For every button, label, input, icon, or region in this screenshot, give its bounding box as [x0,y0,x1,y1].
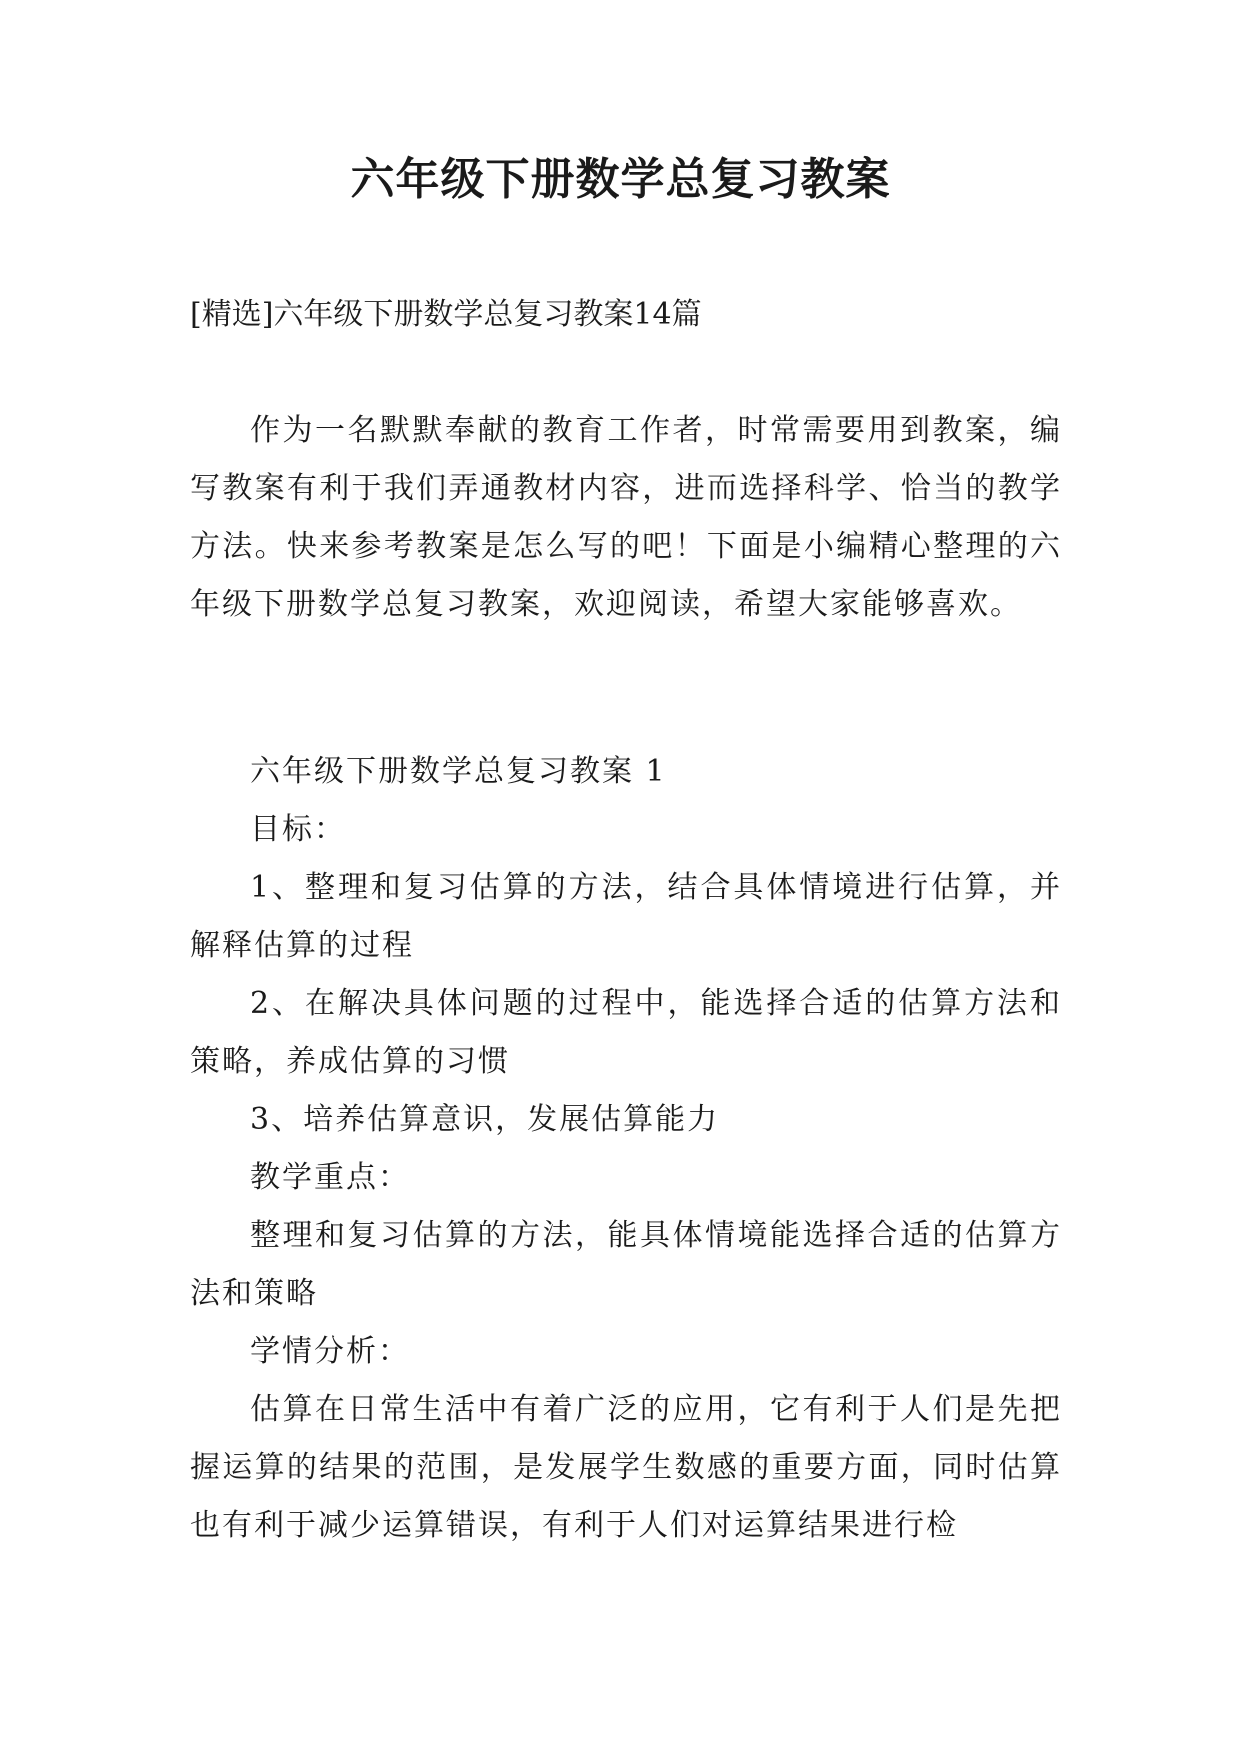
body-section [190,743,1062,1555]
analysis-label: 学情分析： [250,1334,410,1369]
objective-item-1: 1、整理和复习估算的方法，结合具体情境进行估算，并解释估算的过程 [190,870,1062,963]
document-subtitle: [精选]六年级下册数学总复习教案14篇 [190,297,702,332]
key-points-label: 教学重点： [250,1160,410,1195]
key-points-text: 整理和复习估算的方法，能具体情境能选择合适的估算方法和策略 [190,1218,1062,1311]
intro-section [190,402,1062,634]
section-heading: 六年级下册数学总复习教案 1 [250,754,667,789]
document-title: 六年级下册数学总复习教案 [350,154,891,205]
objective-item-3: 3、培养估算意识，发展估算能力 [250,1102,720,1137]
objective-item-2: 2、在解决具体问题的过程中，能选择合适的估算方法和策略，养成估算的习惯 [190,986,1062,1079]
intro-paragraph: 作为一名默默奉献的教育工作者，时常需要用到教案，编写教案有利于我们弄通教材内容，进而选择科学、恰当的教学方法。快来参考教案是怎么写的吧！下面是小编精心整理的六年级下册数学总复习教案，欢迎阅读，希望大家能够喜欢。 [190,413,1062,622]
analysis-text: 估算在日常生活中有着广泛的应用，它有利于人们是先把握运算的结果的范围，是发展学生数感的重要方面，同时估算也有利于减少运算错误，有利于人们对运算结果进行检 [190,1392,1062,1543]
objectives-label: 目标： [250,812,346,847]
